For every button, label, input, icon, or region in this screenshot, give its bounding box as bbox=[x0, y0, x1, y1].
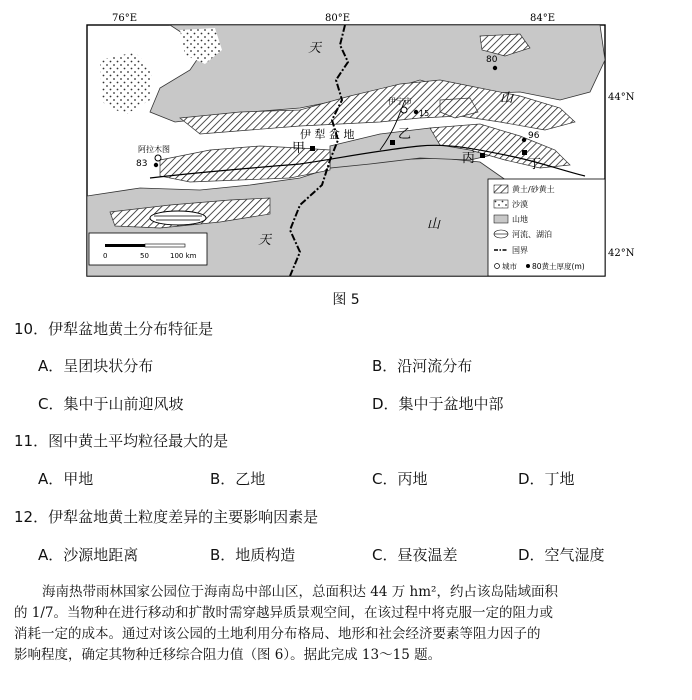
thickness-point-80 bbox=[493, 66, 497, 70]
passage bbox=[14, 582, 682, 666]
label-tian-bottom: 天 bbox=[258, 233, 272, 248]
site-bing-marker bbox=[480, 153, 485, 158]
lake bbox=[150, 211, 206, 225]
q10-option-b[interactable]: B．沿河流分布 bbox=[372, 357, 473, 375]
svg-text:沙漠: 沙漠 bbox=[512, 200, 528, 209]
lon-label-80: 80°E bbox=[325, 13, 351, 24]
city-marker-left bbox=[155, 155, 161, 161]
label-basin: 伊 犁 盆 地 bbox=[300, 128, 355, 141]
passage-line-1: 海南热带雨林国家公园位于海南岛中部山区，总面积达 44 万 hm²，约占该岛陆域面积 bbox=[42, 584, 558, 600]
label-shan-top: 山 bbox=[500, 91, 514, 106]
site-ding-marker bbox=[522, 150, 527, 155]
q12-option-c[interactable]: C．昼夜温差 bbox=[372, 546, 458, 564]
q11-option-b[interactable]: B．乙地 bbox=[210, 470, 266, 488]
q10-option-d[interactable]: D．集中于盆地中部 bbox=[372, 395, 504, 413]
label-city-left: 阿拉木图 bbox=[138, 145, 170, 154]
label-jia: 甲 bbox=[292, 141, 306, 156]
question-11-stem: 11．图中黄土平均粒径最大的是 bbox=[14, 432, 229, 450]
q12-option-b[interactable]: B．地质构造 bbox=[210, 546, 296, 564]
q11-option-a[interactable]: A．甲地 bbox=[38, 470, 94, 488]
lon-label-84: 84°E bbox=[530, 13, 556, 24]
svg-text:国界: 国界 bbox=[512, 246, 528, 255]
svg-text:河流、湖泊: 河流、湖泊 bbox=[512, 230, 552, 239]
question-12-stem: 12．伊犁盆地黄土粒度差异的主要影响因素是 bbox=[14, 508, 319, 526]
q12-option-d[interactable]: D．空气湿度 bbox=[518, 546, 605, 564]
q10-option-a[interactable]: A．呈团块状分布 bbox=[38, 357, 154, 375]
figure-caption: 图 5 bbox=[332, 292, 360, 308]
svg-text:黄土/砂黄土: 黄土/砂黄土 bbox=[512, 185, 555, 194]
label-yi: 乙 bbox=[398, 127, 412, 142]
city-marker-mid bbox=[401, 107, 407, 113]
q10-option-c[interactable]: C．集中于山前迎风坡 bbox=[38, 395, 184, 413]
passage-line-4: 影响程度，确定其物种迁移综合阻力值（图 6）。据此完成 13～15 题。 bbox=[14, 647, 442, 663]
label-city-mid: 伊宁市 bbox=[388, 97, 412, 106]
label-shan-bottom: 山 bbox=[427, 217, 441, 232]
q11-option-c[interactable]: C．丙地 bbox=[372, 470, 428, 488]
label-ding: 丁 bbox=[528, 157, 542, 172]
thickness-point-83 bbox=[154, 163, 158, 167]
lon-label-76: 76°E bbox=[112, 13, 138, 24]
svg-text:城市: 城市 bbox=[502, 262, 517, 271]
thickness-label-96: 96 bbox=[528, 131, 540, 141]
svg-text:80黄土厚度(m): 80黄土厚度(m) bbox=[532, 262, 585, 271]
question-10-stem: 10．伊犁盆地黄土分布特征是 bbox=[14, 320, 214, 338]
thickness-point-96 bbox=[522, 138, 526, 142]
map-legend bbox=[488, 179, 605, 276]
svg-text:50: 50 bbox=[140, 252, 149, 260]
lat-label-44: 44°N bbox=[608, 92, 635, 103]
site-yi-marker bbox=[390, 140, 395, 145]
figure-5-map bbox=[0, 0, 692, 285]
thickness-point-15 bbox=[414, 110, 418, 114]
thickness-label-15: 15 bbox=[419, 109, 430, 118]
passage-line-2: 的 1/7。当物种在进行移动和扩散时需穿越异质景观空间，在该过程中将克服一定的阻力或 bbox=[14, 605, 554, 621]
q11-option-d[interactable]: D．丁地 bbox=[518, 470, 575, 488]
svg-text:0: 0 bbox=[103, 252, 108, 260]
thickness-label-83: 83 bbox=[136, 159, 148, 169]
scale-bar bbox=[89, 233, 207, 265]
svg-text:山地: 山地 bbox=[512, 215, 528, 224]
svg-text:100 km: 100 km bbox=[170, 252, 197, 260]
label-tian-top: 天 bbox=[308, 41, 322, 56]
q12-option-a[interactable]: A．沙源地距离 bbox=[38, 546, 139, 564]
lat-label-42: 42°N bbox=[608, 248, 635, 259]
site-jia-marker bbox=[310, 146, 315, 151]
passage-line-3: 消耗一定的成本。通过对该公园的土地利用分布格局、地形和社会经济要素等阻力因子的 bbox=[14, 626, 541, 642]
label-bing: 丙 bbox=[462, 151, 476, 166]
thickness-label-80: 80 bbox=[486, 55, 498, 65]
